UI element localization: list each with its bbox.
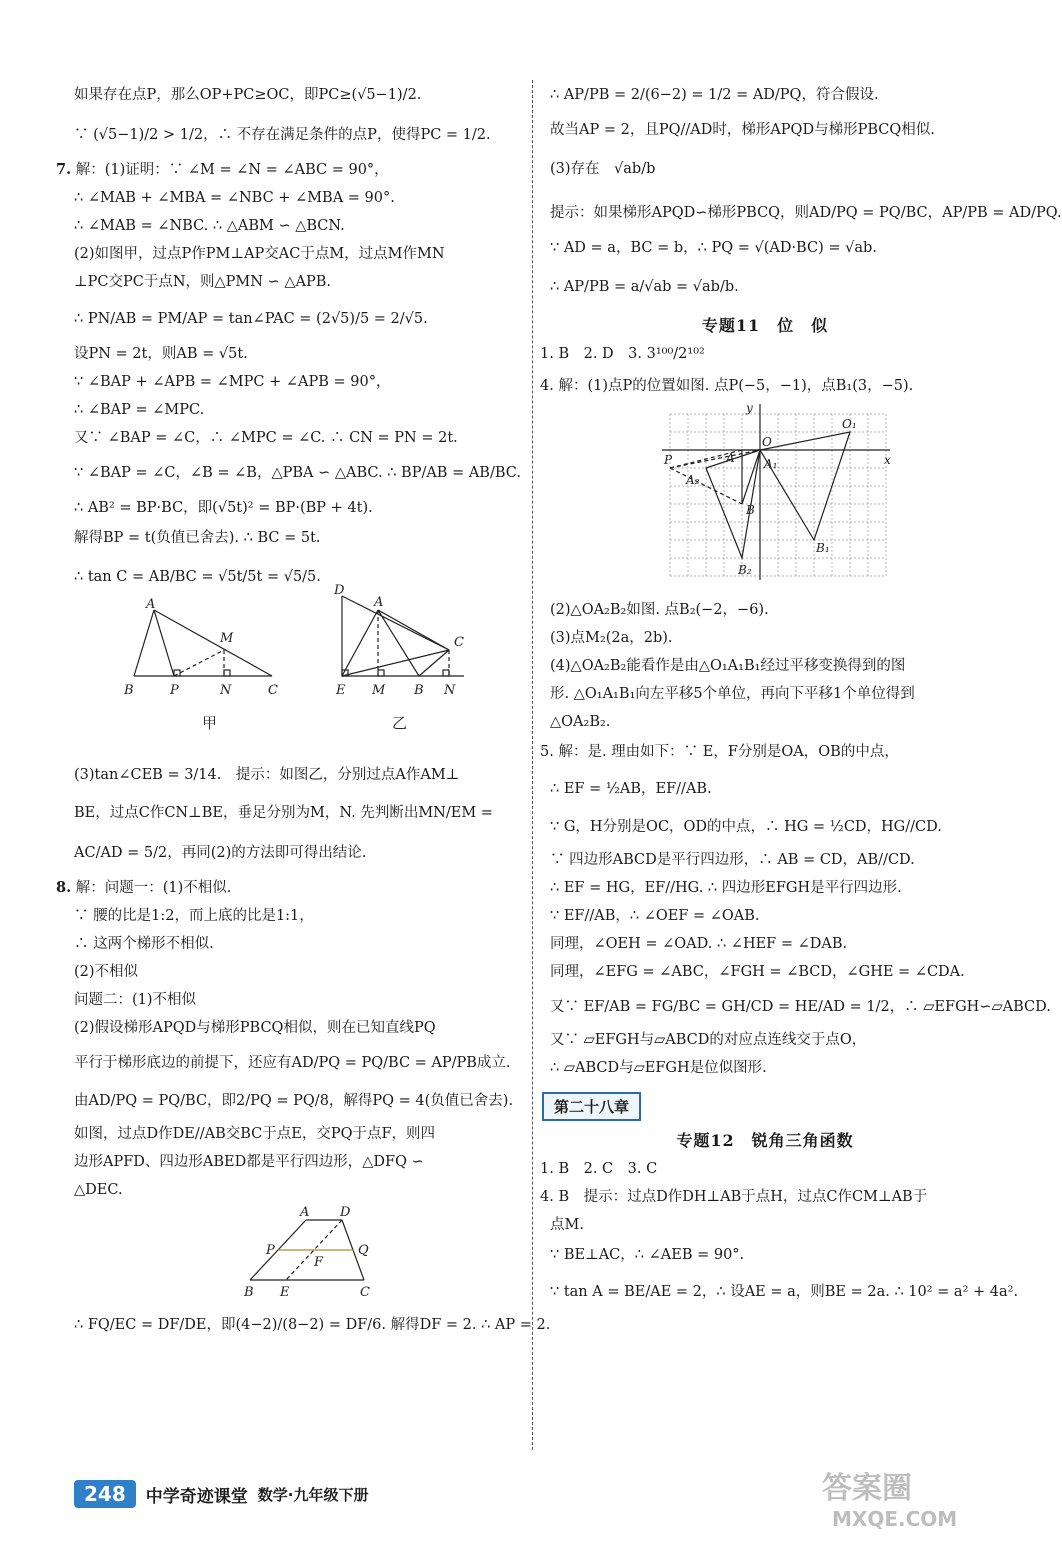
text-line: ∴ PN/AB = PM/AP = tan∠PAC = (2√5)/5 = 2/√5. [74,311,428,327]
label-A: A [300,1205,310,1220]
line-EC [342,650,449,676]
text-line: ∵ EF//AB，∴ ∠OEF = ∠OAB. [550,908,760,924]
label-M: M [220,631,234,646]
text-line: 又∵ ∠BAP = ∠C，∴ ∠MPC = ∠C. ∴ CN = PN = 2t. [74,430,458,446]
text-line: 4. 解：(1)点P的位置如图. 点P(−5，−1)，点B₁(3，−5). [540,378,914,394]
footer-brand: 中学奇迹课堂 [145,1486,248,1507]
grid-lines [670,414,886,578]
text-line: 边形APFD、四边形ABED都是平行四边形，△DFQ ∽ [74,1154,424,1170]
line-DC [342,596,449,650]
caption-jia: 甲 [202,714,218,732]
text-line: 点M. [550,1217,584,1233]
question-7 [56,160,522,180]
text-line: △OA₂B₂. [550,714,611,730]
text-line: ∵ 腰的比是1:2，而上底的比是1:1， [74,908,314,924]
label-B: B [746,503,755,517]
label-P: P [170,683,179,698]
text-line: (2)△OA₂B₂如图. 点B₂(−2，−6). [550,602,769,618]
right-column [540,84,1062,1303]
label-A: A [726,451,735,465]
label-Q: Q [358,1243,369,1258]
label-B1: B₁ [816,541,830,555]
watermark-logo [810,1462,980,1534]
figure-coordinate-grid [550,402,980,592]
line-AC [154,610,272,676]
watermark-url: MXQE.COM [832,1507,958,1531]
text-line: ∵ ∠BAP + ∠APB = ∠MPC + ∠APB = 90°， [74,374,391,390]
page-number: 248 [74,1480,136,1508]
figure-jia [134,610,272,676]
label-B: B [414,683,424,698]
label-O: O [762,435,772,449]
text-line: (2)如图甲，过点P作PM⊥AP交AC于点M，过点M作MN [74,246,445,262]
text-line: 形. △O₁A₁B₁向左平移5个单位，再向下平移1个单位得到 [550,686,915,702]
right-angle-mark [443,670,449,676]
text-line: ∵ G，H分别是OC，OD的中点，∴ HG = ½CD，HG//CD. [550,819,942,835]
text-line: ∴ ∠BAP = ∠MPC. [74,402,205,418]
text-line: 如图，过点D作DE//AB交BC于点E，交PQ于点F，则四 [74,1126,436,1142]
text-line: 同理，∠EFG = ∠ABC，∠FGH = ∠BCD，∠GHE = ∠CDA. [550,964,965,980]
label-C: C [268,683,278,698]
text-line: ∴ AP/PB = 2/(6−2) = 1/2 = AD/PQ，符合假设. [550,87,879,103]
label-E: E [336,683,346,698]
text-line: ∴ EF = HG，EF//HG. ∴ 四边形EFGH是平行四边形. [550,880,902,896]
text-line: (2)不相似 [74,964,139,980]
label-E: E [280,1285,290,1300]
label-B: B [124,683,134,698]
text-line: ∵ 四边形ABCD是平行四边形，∴ AB = CD，AB//CD. [550,852,915,868]
text-line: 提示：如果梯形APQD∽梯形PBCQ，则AD/PQ = PQ/BC，AP/PB = AD/PQ. [550,205,1062,221]
text-line: 故当AP = 2，且PQ//AD时，梯形APQD与梯形PBCQ相似. [550,122,935,138]
text-line: AC/AD = 5/2，再同(2)的方法即可得出结论. [74,845,367,861]
answer-line: 1. B 2. D 3. 3¹⁰⁰/2¹⁰² [540,346,705,362]
text-line: 又∵ ▱EFGH与▱ABCD的对应点连线交于点O， [550,1032,867,1048]
label-B: B [244,1285,254,1300]
text-line: (2)假设梯形APQD与梯形PBCQ相似，则在已知直线PQ [74,1020,436,1036]
label-N: N [444,683,456,698]
label-y: y [746,401,753,415]
label-F: F [314,1255,324,1270]
text-line: ∴ ∠MAB = ∠NBC. ∴ △ABM ∽ △BCN. [74,218,345,234]
figure-trapezoid [74,1205,522,1300]
label-A: A [146,597,156,612]
text-line: 设PN = 2t，则AB = √5t. [74,346,248,362]
text-line: 由AD/PQ = PQ/BC，即2/PQ = PQ/8，解得PQ = 4(负值已舍去). [74,1093,514,1109]
label-A2: A₂ [686,473,700,487]
text-line: 同理，∠OEH = ∠OAD. ∴ ∠HEF = ∠DAB. [550,936,848,952]
text-line: 如果存在点P，那么OP+PC≥OC，即PC≥(√5−1)/2. [74,87,422,103]
label-N: N [220,683,232,698]
question-number: 7. [56,161,72,178]
right-angle-mark [378,670,384,676]
text-line: 5. 解：是. 理由如下：∵ E，F分别是OA，OB的中点， [540,744,899,760]
label-C: C [360,1285,370,1300]
watermark-text: 答案圈 [822,1471,912,1506]
label-A: A [374,595,384,610]
column-divider [532,80,533,1450]
label-O1: O₁ [842,417,857,431]
figure-jia-yi-svg [74,583,522,756]
left-column [56,84,551,1336]
label-A1: A₁ [764,457,778,471]
text-line: ∴ ∠MAB + ∠MBA = ∠NBC + ∠MBA = 90°. [74,190,395,206]
label-M: M [372,683,386,698]
text-line: ∵ AD = a，BC = b，∴ PQ = √(AD·BC) = √ab. [550,240,877,256]
label-D: D [334,583,345,598]
text-line: ∵ tan A = BE/AE = 2，∴ 设AE = a，则BE = 2a. ∴ 10² = a² + 4a². [550,1284,1019,1300]
text-line: 解：(1)证明：∵ ∠M = ∠N = ∠ABC = 90°， [75,162,389,178]
figure-yi [342,596,464,676]
text-line: ⊥PC交PC于点N，则△PMN ∽ △APB. [74,274,331,290]
text-line: 平行于梯形底边的前提下，还应有AD/PQ = PQ/BC = AP/PB成立. [74,1055,511,1071]
text-line: 4. B 提示：过点D作DH⊥AB于点H，过点C作CM⊥AB于 [540,1189,928,1205]
caption-yi: 乙 [392,714,408,732]
label-C: C [454,635,464,650]
text-line: BE，过点C作CN⊥BE，垂足分别为M，N. 先判断出MN/EM = [74,805,493,821]
text-line: ∵ ∠BAP = ∠C，∠B = ∠B，△PBA ∽ △ABC. ∴ BP/AB = AB/BC. [74,465,521,481]
text-line: ∴ ▱ABCD与▱EFGH是位似图形. [550,1060,767,1076]
text-line: ∴ tan C = AB/BC = √5t/5t = √5/5. [74,569,321,585]
triangle-O1A1B1 [760,432,850,540]
chapter-heading: 第二十八章 [542,1092,641,1121]
figures-jia-yi [74,583,522,756]
label-D: D [340,1205,351,1220]
answer-line: 1. B 2. C 3. C [540,1161,658,1177]
page-footer [74,1480,368,1508]
text-line: 解得BP = t(负值已舍去). ∴ BC = 5t. [74,530,321,546]
text-line: (4)△OA₂B₂能看作是由△O₁A₁B₁经过平移变换得到的图 [550,658,906,674]
text-line: ∵ BE⊥AC，∴ ∠AEB = 90°. [550,1247,745,1263]
text-line: ∴ EF = ½AB，EF//AB. [550,781,712,797]
text-line: (3)tan∠CEB = 3/14. 提示：如图乙，分别过点A作AM⊥ [74,767,460,783]
text-line: ∵ (√5−1)/2 > 1/2，∴ 不存在满足条件的点P，使得PC = 1/2. [74,127,491,143]
label-P: P [266,1243,275,1258]
right-angle-mark [224,670,230,676]
label-x: x [884,453,891,467]
text-line: 又∵ EF/AB = FG/BC = GH/CD = HE/AD = 1/2，∴ ▱EFGH∽▱ABCD. [550,999,1051,1015]
label-B2: B₂ [738,563,752,577]
section-title-topic-12: 专题12 锐角三角函数 [676,1131,854,1150]
text-line: ∴ AB² = BP·BC，即(√5t)² = BP·(BP + 4t). [74,500,373,516]
line-AC [378,610,449,650]
text-line: (3)存在 √ab/b [550,161,656,177]
question-number: 8. [56,879,72,896]
question-8 [56,878,522,898]
triangle-OAB [742,450,760,504]
text-line: ∴ AP/PB = a/√ab = √ab/b. [550,279,739,295]
text-line: △DEC. [74,1182,123,1198]
line-PM [174,650,224,676]
section-title-topic-11: 专题11 位 似 [701,316,829,335]
label-P: P [664,453,673,467]
line-AB [134,610,154,676]
footer-subject: 数学·九年级下册 [257,1485,369,1504]
text-line: 解：问题一：(1)不相似. [75,880,232,896]
text-line: (3)点M₂(2a，2b). [550,630,673,646]
line-EA [342,610,378,676]
text-line: 问题二：(1)不相似 [74,992,197,1008]
text-line: ∴ FQ/EC = DF/DE，即(4−2)/(8−2) = DF/6. 解得DF = 2. ∴ AP = 2. [74,1317,551,1333]
text-line: ∴ 这两个梯形不相似. [74,936,214,952]
